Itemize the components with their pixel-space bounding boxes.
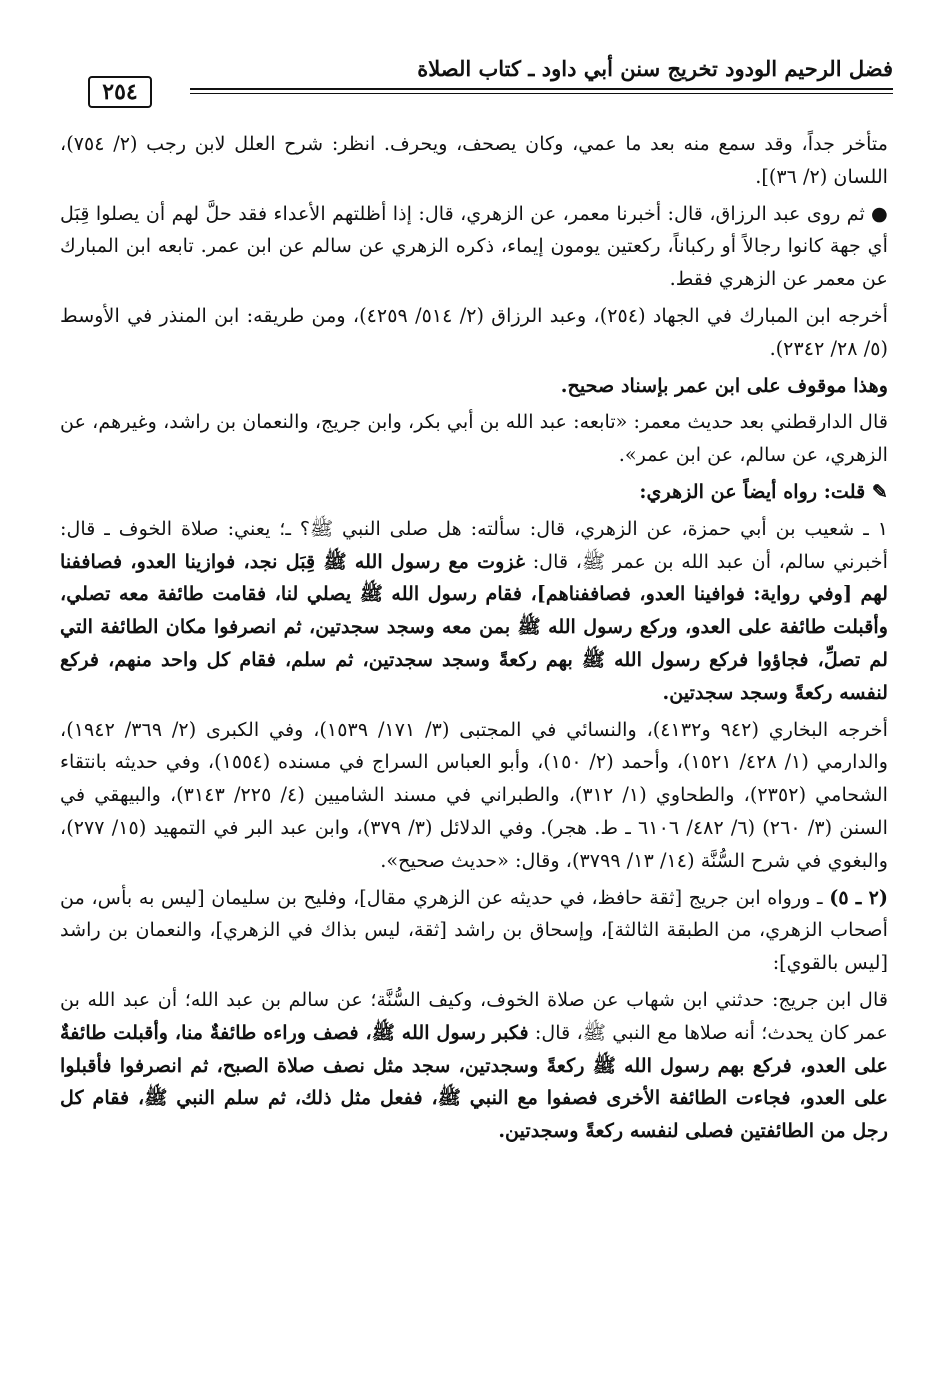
paragraph [60, 714, 888, 878]
page-number: ٢٥٤ [88, 76, 151, 108]
section-heading-text: ✎ قلت: رواه أيضاً عن الزهري: [639, 479, 888, 503]
section-heading [60, 476, 888, 509]
hadith-text: غزوت مع رسول الله ﷺ قِبَل نجد، فوازينا العدو، فصاففنا لهم [وفي رواية: فوافينا العدو، فصاففناهم]، فقام رسول الله ﷺ يصلي لنا، فقامت طائفة معه تصلي، وأقبلت طائفة على العدو، وركع رسول الله ﷺ بمن معه وسجد سجدتين، ثم انصرفوا مكان الطائفة التي لم تصلِّ، فجاؤوا فركع رسول الله ﷺ بهم ركعةً وسجد سجدتين، ثم سلم، فقام كل واحد منهم، فركع لنفسه ركعةً وسجد سجدتين. [60, 549, 888, 704]
paragraph-text: ـ ورواه ابن جريج [ثقة حافظ، في حديثه عن الزهري مقال]، وفليح بن سليمان [ليس به بأس، من أصحاب الزهري، من الطبقة الثالثة]، وإسحاق بن راشد [ثقة، ليس بذاك في الزهري]، والنعمان بن راشد [ليس بالقوي]: [60, 885, 888, 975]
bullet-icon: ● [870, 201, 889, 225]
paragraph-text: ثم روى عبد الرزاق، قال: أخبرنا معمر، عن الزهري، قال: إذا أظلتهم الأعداء فقد حلَّ لهم أن يصلوا قِبَل أي جهة كانوا رجالاً أو ركباناً، ركعتين يومون إيماء، ذكره الزهري عن سالم عن ابن عمر. تابعه ابن المبارك عن معمر عن الزهري فقط. [60, 201, 888, 291]
running-header [50, 52, 893, 105]
paragraph-text: ١ ـ شعيب بن أبي حمزة، عن الزهري، قال: سألته: هل صلى النبي ﷺ؟ ـ؛ يعني: صلاة الخوف ـ قال: أخبرني سالم، أن عبد الله بن عمر ﷺ، قال: [60, 516, 888, 573]
paragraph-text: قال الدارقطني بعد حديث معمر: «تابعه: عبد الله بن أبي بكر، وابن جريج، والنعمان بن راشد، وغيرهم، عن الزهري، عن سالم، عن ابن عمر». [60, 410, 888, 467]
paragraph-bold-text: وهذا موقوف على ابن عمر بإسناد صحيح. [560, 373, 888, 397]
item-range: (٢ ـ ٥) [829, 885, 888, 909]
paragraph-text: أخرجه البخاري (٩٤٢ و٤١٣٢)، والنسائي في المجتبى (٣/ ١٧١/ ١٥٣٩)، وفي الكبرى (٢/ ٣٦٩/ ١٩٤٢)، والدارمي (١/ ٤٢٨/ ١٥٢١)، وأحمد (٢/ ١٥٠)، وأبو العباس السراج في مسنده (١٥٥٤)، وفي حديثه بانتقاء الشحامي (٢٣٥٢)، والطحاوي (١/ ٣١٢)، والطبراني في مسند الشاميين (٤/ ٢٢٥/ ٣١٤٣)، والبيهقي في السنن (٣/ ٢٦٠) (٦/ ٤٨٢/ ٦١٠٦ ـ ط. هجر). وفي الدلائل (٣/ ٣٧٩)، وابن عبد البر في التمهيد (١٥/ ٢٧٧)، والبغوي في شرح السُّنَّة (١٤/ ١٣/ ٣٧٩٩)، وقال: «حديث صحيح». [60, 717, 888, 872]
paragraph [60, 513, 888, 710]
page-number-frame [50, 74, 190, 110]
paragraph [60, 198, 888, 296]
paragraph [60, 882, 888, 980]
paragraph-bold [60, 370, 888, 403]
paragraph [60, 984, 888, 1148]
hadith-text: فكبر رسول الله ﷺ، فصف وراءه طائفةٌ منا، وأقبلت طائفةٌ على العدو، فركع بهم رسول الله ﷺ ركعةً وسجدتين، سجد مثل نصف صلاة الصبح، ثم انصرفوا فأقبلوا على العدو، فجاءت الطائفة الأخرى فصفوا مع النبي ﷺ، ففعل مثل ذلك، ثم سلم النبي ﷺ، فقام كل رجل من الطائفتين فصلى لنفسه ركعةً وسجدتين. [60, 1020, 888, 1143]
paragraph [60, 406, 888, 472]
page-body [60, 128, 888, 1152]
paragraph-text: أخرجه ابن المبارك في الجهاد (٢٥٤)، وعبد الرزاق (٢/ ٥١٤/ ٤٢٥٩)، ومن طريقه: ابن المنذر في الأوسط (٥/ ٢٨/ ٢٣٤٢). [60, 303, 888, 360]
paragraph [60, 128, 888, 194]
paragraph [60, 300, 888, 366]
paragraph-text: قال ابن جريج: حدثني ابن شهاب عن صلاة الخوف، وكيف السُّنَّة؛ عن سالم بن عبد الله؛ أن عبد الله بن عمر كان يحدث؛ أنه صلاها مع النبي ﷺ، قال: [60, 987, 888, 1044]
paragraph-text: متأخر جداً، وقد سمع منه بعد ما عمي، وكان يصحف، ويحرف. انظر: شرح العلل لابن رجب (٢/ ٧٥٤)، اللسان (٢/ ٣٦)]. [60, 132, 888, 188]
header-title: فضل الرحيم الودود تخريج سنن أبي داود ـ كتاب الصلاة [417, 56, 893, 81]
